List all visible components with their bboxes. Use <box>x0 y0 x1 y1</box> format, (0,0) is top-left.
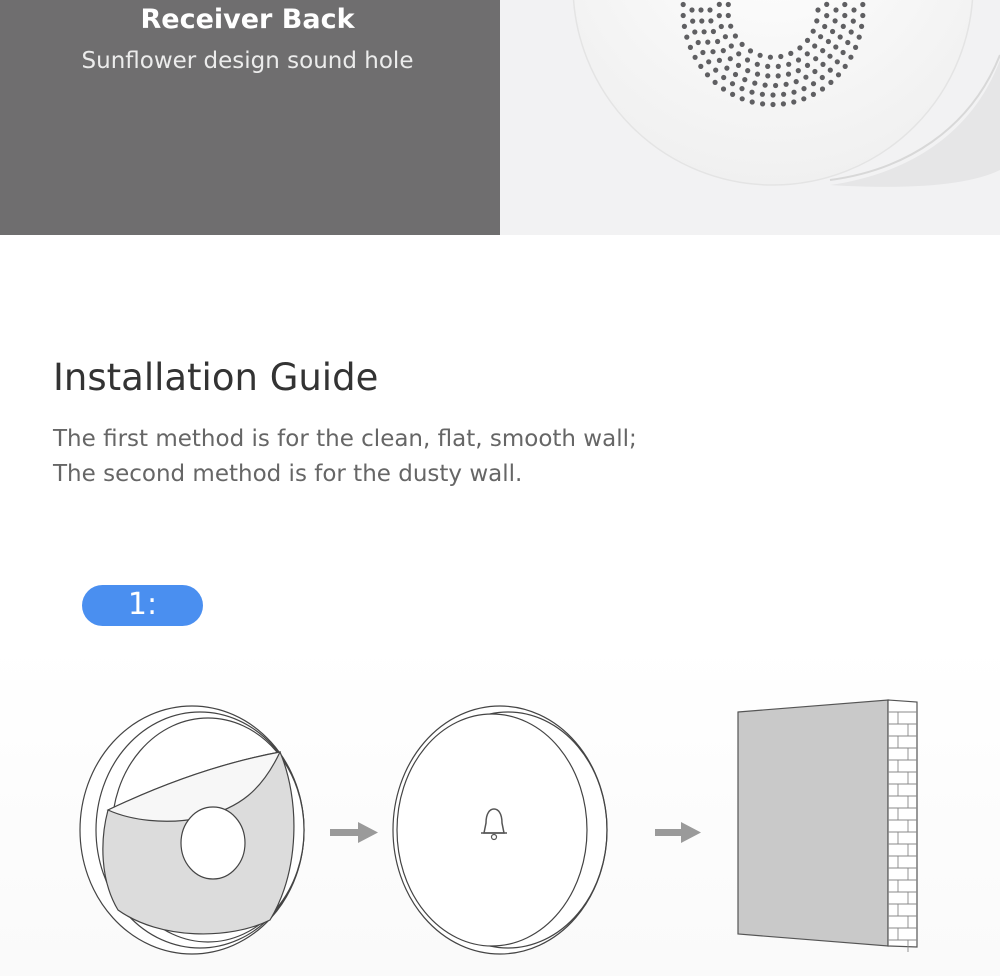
receiver-back-illustration <box>500 0 1000 235</box>
adhesive-button-illustration <box>80 706 304 954</box>
arrow-right-icon <box>655 822 701 843</box>
receiver-banner <box>0 0 1000 235</box>
arrow-right-icon <box>330 822 378 843</box>
installation-guide-title: Installation Guide <box>53 356 379 399</box>
receiver-title: Receiver Back <box>140 4 355 35</box>
receiver-subtitle: Sunflower design sound hole <box>81 48 414 74</box>
step-badge: 1: <box>82 585 203 626</box>
doorbell-button-illustration <box>393 706 607 954</box>
installation-diagram <box>0 640 1000 976</box>
receiver-text-panel <box>0 0 500 235</box>
guide-description-line-1: The first method is for the clean, flat, smooth wall; <box>53 426 637 452</box>
wall-illustration <box>738 700 917 952</box>
guide-description-line-2: The second method is for the dusty wall. <box>53 461 523 487</box>
receiver-product-photo <box>500 0 1000 235</box>
